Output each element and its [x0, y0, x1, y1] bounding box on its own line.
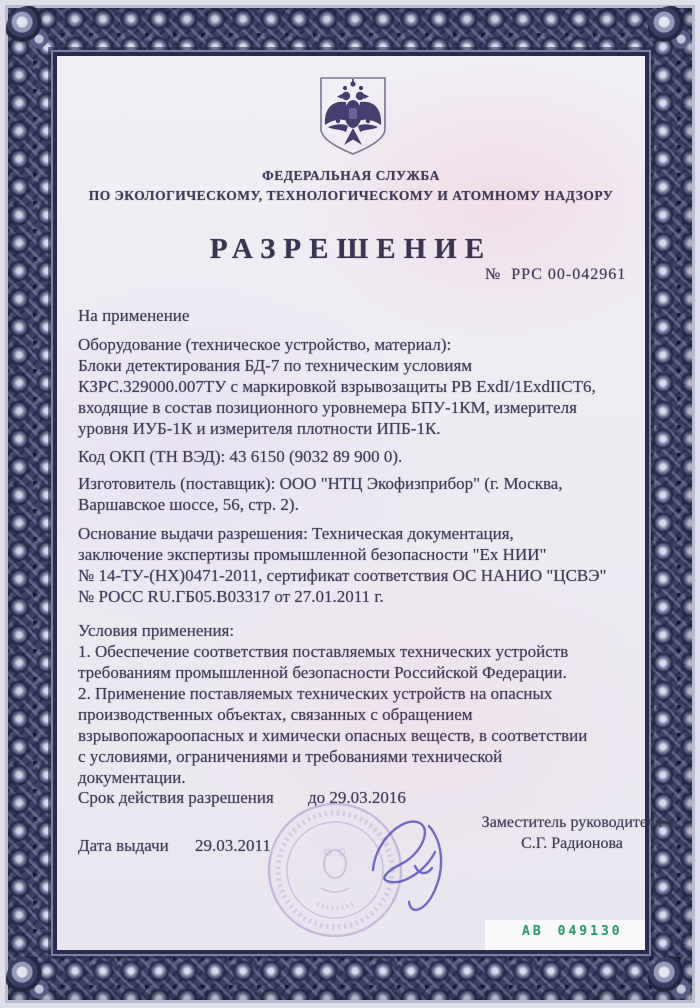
equipment-line: Блоки детектирования БД-7 по техническим условиям — [78, 356, 473, 375]
serial-number — [522, 924, 623, 939]
corner-ornament-icon — [648, 956, 694, 1002]
basis-line: № 14-ТУ-(НХ)0471-2011, сертификат соответствия ОС НАНИО "ЦСВЭ" — [78, 566, 607, 585]
manufacturer-line: Варшавское шоссе, 56, стр. 2). — [78, 495, 299, 514]
issue-date-label: Дата выдачи — [78, 836, 169, 855]
number-value: РРС 00-042961 — [511, 266, 627, 283]
equipment-line: Оборудование (техническое устройство, материал): — [78, 335, 452, 354]
basis-paragraph — [78, 523, 606, 607]
corner-ornament-icon — [6, 6, 52, 52]
okp-code-text: Код ОКП (ТН ВЭД): 43 6150 (9032 89 900 0). — [78, 447, 403, 466]
conditions-line: производственных объектах, связанных с обращением — [78, 705, 473, 724]
equipment-line: уровня ИУБ-1К и измерителя плотности ИПБ-1К. — [78, 419, 441, 438]
conditions-line: с условиями, ограничениями и требованиями технической — [78, 747, 503, 766]
signer-title: Заместитель руководителя — [481, 814, 663, 831]
purpose-label: На применение — [78, 306, 190, 325]
document-number — [485, 266, 626, 284]
number-sign: № — [485, 266, 502, 283]
conditions-line: взрывопожароопасных и химически опасных веществ, в соответствии — [78, 726, 588, 745]
equipment-line: КЗРС.329000.007ТУ с маркировкой взрывозащиты РВ ExdI/1ExdIICT6, — [78, 377, 596, 396]
agency-name-line-1: ФЕДЕРАЛЬНАЯ СЛУЖБА — [262, 168, 440, 183]
conditions-line: документации. — [78, 768, 186, 787]
document-paper — [57, 56, 663, 950]
corner-ornament-icon — [648, 6, 694, 52]
issue-date-value: 29.03.2011 — [195, 836, 271, 855]
conditions-line: 2. Применение поставляемых технических устройств на опасных — [78, 684, 553, 703]
serial-prefix: АВ — [522, 924, 544, 939]
manufacturer-paragraph — [78, 473, 563, 515]
signer-name: С.Г. Радионова — [521, 835, 623, 852]
basis-line: № РОСС RU.ГБ05.В03317 от 27.01.2011 г. — [78, 587, 384, 606]
manufacturer-line: Изготовитель (поставщик): ООО "НТЦ Экофизприбор" (г. Москва, — [78, 474, 563, 493]
conditions-line: требованиям промышленной безопасности Российской Федерации. — [78, 663, 567, 682]
conditions-line: 1. Обеспечение соответствия поставляемых технических устройств — [78, 642, 569, 661]
agency-name-line-2: ПО ЭКОЛОГИЧЕСКОМУ, ТЕХНОЛОГИЧЕСКОМУ И АТОМНОМУ НАДЗОРУ — [88, 188, 614, 203]
corner-ornament-icon — [6, 956, 52, 1002]
equipment-line: входящие в состав позиционного уровнемера БПУ-1КМ, измерителя — [78, 398, 577, 417]
document-title: РАЗРЕШЕНИЕ — [209, 233, 493, 265]
coat-of-arms-icon — [316, 76, 390, 156]
conditions-line: Условия применения: — [78, 621, 235, 640]
serial-digits: 049130 — [557, 924, 623, 939]
validity-value: до 29.03.2016 — [308, 788, 406, 807]
validity-label: Срок действия разрешения — [78, 788, 274, 807]
okp-code-line — [78, 446, 402, 467]
conditions-paragraph — [78, 620, 587, 788]
basis-line: заключение экспертизы промышленной безопасности "Ех НИИ" — [78, 545, 547, 564]
basis-line: Основание выдачи разрешения: Техническая документация, — [78, 524, 514, 543]
equipment-paragraph — [78, 334, 596, 439]
